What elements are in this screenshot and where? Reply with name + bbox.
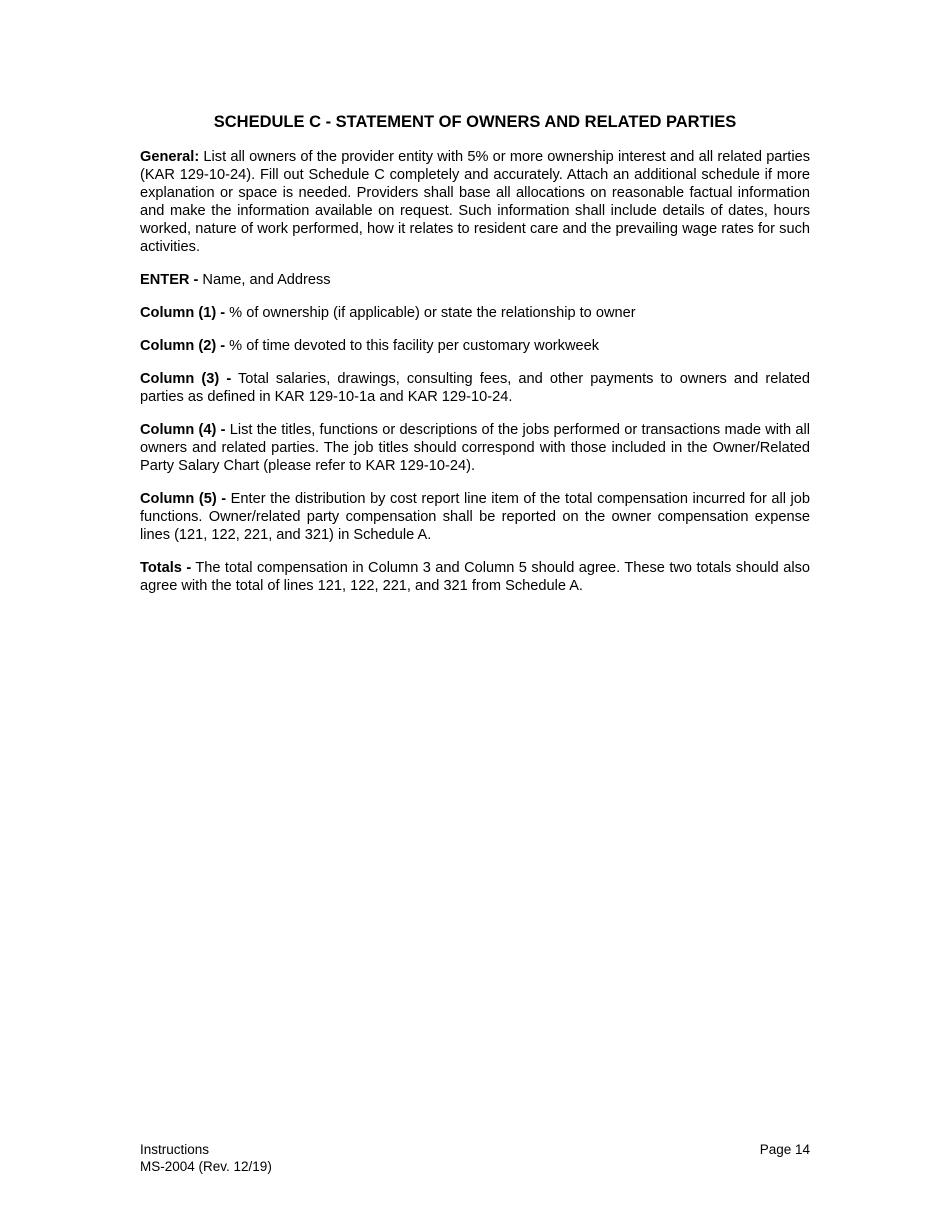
paragraph-general <box>140 148 810 256</box>
paragraph-column-3 <box>140 370 810 406</box>
paragraph-lead: Column (3) - <box>140 371 232 387</box>
paragraph-text: Name, and Address <box>198 272 331 288</box>
footer-form-number: MS-2004 (Rev. 12/19) <box>140 1159 272 1174</box>
paragraph-enter <box>140 271 810 289</box>
paragraph-column-2 <box>140 337 810 355</box>
paragraph-text: The total compensation in Column 3 and Column 5 should agree. These two totals should also agree with the total of lines 121, 122, 221, and 321 from Schedule A. <box>140 560 810 594</box>
paragraph-text: % of time devoted to this facility per customary workweek <box>225 338 600 354</box>
paragraph-text: Enter the distribution by cost report line item of the total compensation incurred for all job functions. Owner/related party compensation shall be reported on the owner compensation expense lines (121, 122, 221, and 321) in Schedule A. <box>140 491 810 543</box>
paragraph-column-5 <box>140 490 810 544</box>
paragraph-lead: General: <box>140 149 200 165</box>
paragraph-totals <box>140 559 810 595</box>
instructions-body <box>140 148 810 610</box>
paragraph-lead: Column (1) - <box>140 305 226 321</box>
paragraph-lead: Column (2) - <box>140 338 226 354</box>
paragraph-text: List the titles, functions or descriptions of the jobs performed or transactions made with all owners and related parties. The job titles should correspond with those included in the Owner/Related Party Salary Chart (please refer to KAR 129-10-24). <box>140 422 810 474</box>
paragraph-text: List all owners of the provider entity with 5% or more ownership interest and all related parties (KAR 129-10-24). Fill out Schedule C completely and accurately. Attach an additional schedule if more explanation or space is needed. Providers shall base all allocations on reasonable factual information and make the information available on request. Such information shall include details of dates, hours worked, nature of work performed, how it relates to resident care and the prevailing wage rates for such activities. <box>140 149 810 255</box>
footer-page-number: Page 14 <box>759 1142 810 1157</box>
paragraph-column-4 <box>140 421 810 475</box>
paragraph-column-1 <box>140 304 810 322</box>
page-title: SCHEDULE C - STATEMENT OF OWNERS AND RELATED PARTIES <box>213 113 737 131</box>
paragraph-lead: Totals - <box>140 560 192 576</box>
paragraph-text: Total salaries, drawings, consulting fees, and other payments to owners and related parties as defined in KAR 129-10-1a and KAR 129-10-24. <box>140 371 810 405</box>
footer-instructions-label: Instructions <box>140 1142 210 1157</box>
paragraph-lead: ENTER - <box>140 272 199 288</box>
paragraph-text: % of ownership (if applicable) or state the relationship to owner <box>225 305 636 321</box>
paragraph-lead: Column (5) - <box>140 491 227 507</box>
paragraph-lead: Column (4) - <box>140 422 226 438</box>
footer-form-info <box>140 1141 272 1175</box>
